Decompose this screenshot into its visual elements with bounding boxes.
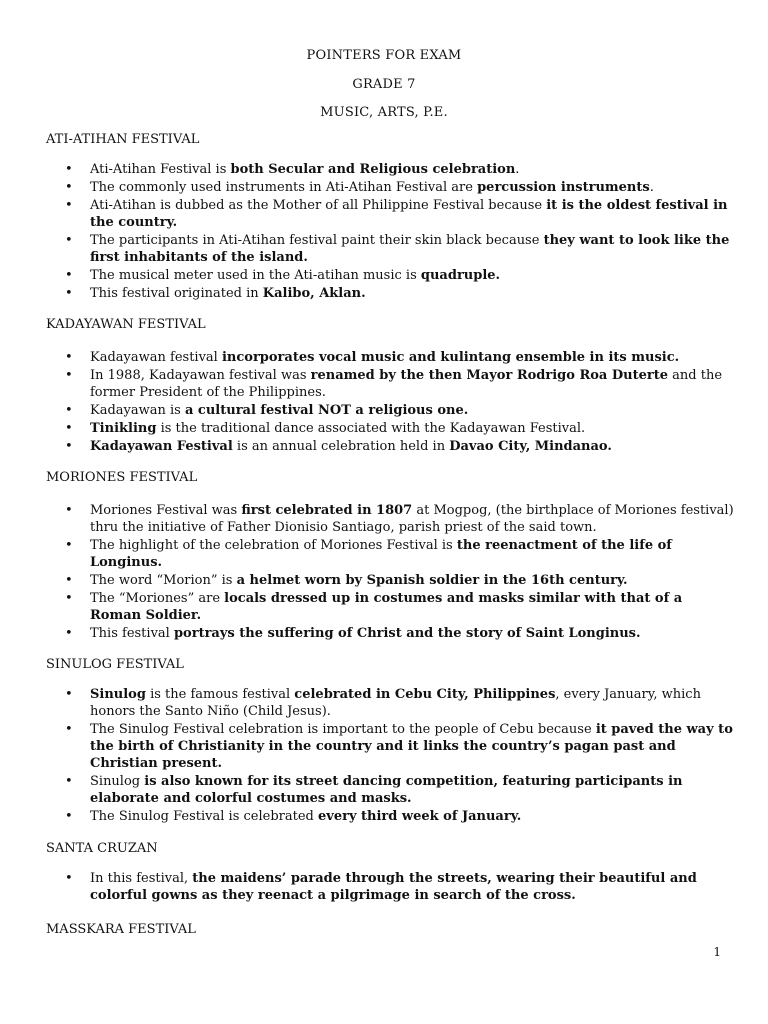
list-item: • Ati-Atihan is dubbed as the Mother of all Philippine Festival because it is the oldest festival in the country.	[46, 197, 736, 231]
list-item: • Kadayawan Festival is an annual celebration held in Davao City, Mindanao.	[46, 438, 736, 455]
list-item: • This festival portrays the suffering of Christ and the story of Saint Longinus.	[46, 625, 736, 642]
section-heading-masskara: MASSKARA FESTIVAL	[46, 922, 196, 937]
list-item: • In this festival, the maidens’ parade through the streets, wearing their beautiful and colorful gowns as they reenact a pilgrimage in search of the cross.	[46, 870, 736, 904]
list-item: • The highlight of the celebration of Moriones Festival is the reenactment of the life of Longinus.	[46, 537, 736, 571]
sinulog-list	[46, 686, 736, 826]
santa-cruzan-list	[46, 870, 736, 905]
list-item: • The Sinulog Festival is celebrated every third week of January.	[46, 808, 736, 825]
section-heading-ati-atihan: ATI-ATIHAN FESTIVAL	[46, 132, 200, 147]
list-item: • Tinikling is the traditional dance associated with the Kadayawan Festival.	[46, 420, 736, 437]
doc-subjects: MUSIC, ARTS, P.E.	[320, 105, 448, 120]
doc-grade: GRADE 7	[352, 77, 416, 92]
section-heading-kadayawan: KADAYAWAN FESTIVAL	[46, 317, 206, 332]
list-item: • Sinulog is also known for its street dancing competition, featuring participants in elaborate and colorful costumes and masks.	[46, 773, 736, 807]
list-item: • Kadayawan is a cultural festival NOT a religious one.	[46, 402, 736, 419]
section-heading-moriones: MORIONES FESTIVAL	[46, 470, 198, 485]
page-number: 1	[713, 945, 721, 959]
list-item: • The commonly used instruments in Ati-Atihan Festival are percussion instruments.	[46, 179, 736, 196]
list-item: • Kadayawan festival incorporates vocal music and kulintang ensemble in its music.	[46, 349, 736, 366]
ati-atihan-list	[46, 161, 736, 303]
list-item: • Sinulog is the famous festival celebrated in Cebu City, Philippines, every January, which honors the Santo Niño (Child Jesus).	[46, 686, 736, 720]
section-heading-santa-cruzan: SANTA CRUZAN	[46, 841, 158, 856]
list-item: • In 1988, Kadayawan festival was renamed by the then Mayor Rodrigo Roa Duterte and the former President of the Philippines.	[46, 367, 736, 401]
list-item: • This festival originated in Kalibo, Aklan.	[46, 285, 736, 302]
section-heading-sinulog: SINULOG FESTIVAL	[46, 657, 184, 672]
list-item: • The “Moriones” are locals dressed up in costumes and masks similar with that of a Roman Soldier.	[46, 590, 736, 624]
list-item: • Moriones Festival was first celebrated in 1807 at Mogpog, (the birthplace of Moriones festival) thru the initiative of Father Dionisio Santiago, parish priest of the said town.	[46, 502, 736, 536]
list-item: • The musical meter used in the Ati-atihan music is quadruple.	[46, 267, 736, 284]
list-item: • The word “Morion” is a helmet worn by Spanish soldier in the 16th century.	[46, 572, 736, 589]
doc-title: POINTERS FOR EXAM	[306, 48, 462, 63]
list-item: • The participants in Ati-Atihan festival paint their skin black because they want to look like the first inhabitants of the island.	[46, 232, 736, 266]
list-item: • Ati-Atihan Festival is both Secular and Religious celebration.	[46, 161, 736, 178]
moriones-list	[46, 502, 736, 643]
list-item: • The Sinulog Festival celebration is important to the people of Cebu because it paved the way to the birth of Christianity in the country and it links the country’s pagan past and Christian present.	[46, 721, 736, 772]
kadayawan-list	[46, 349, 736, 456]
